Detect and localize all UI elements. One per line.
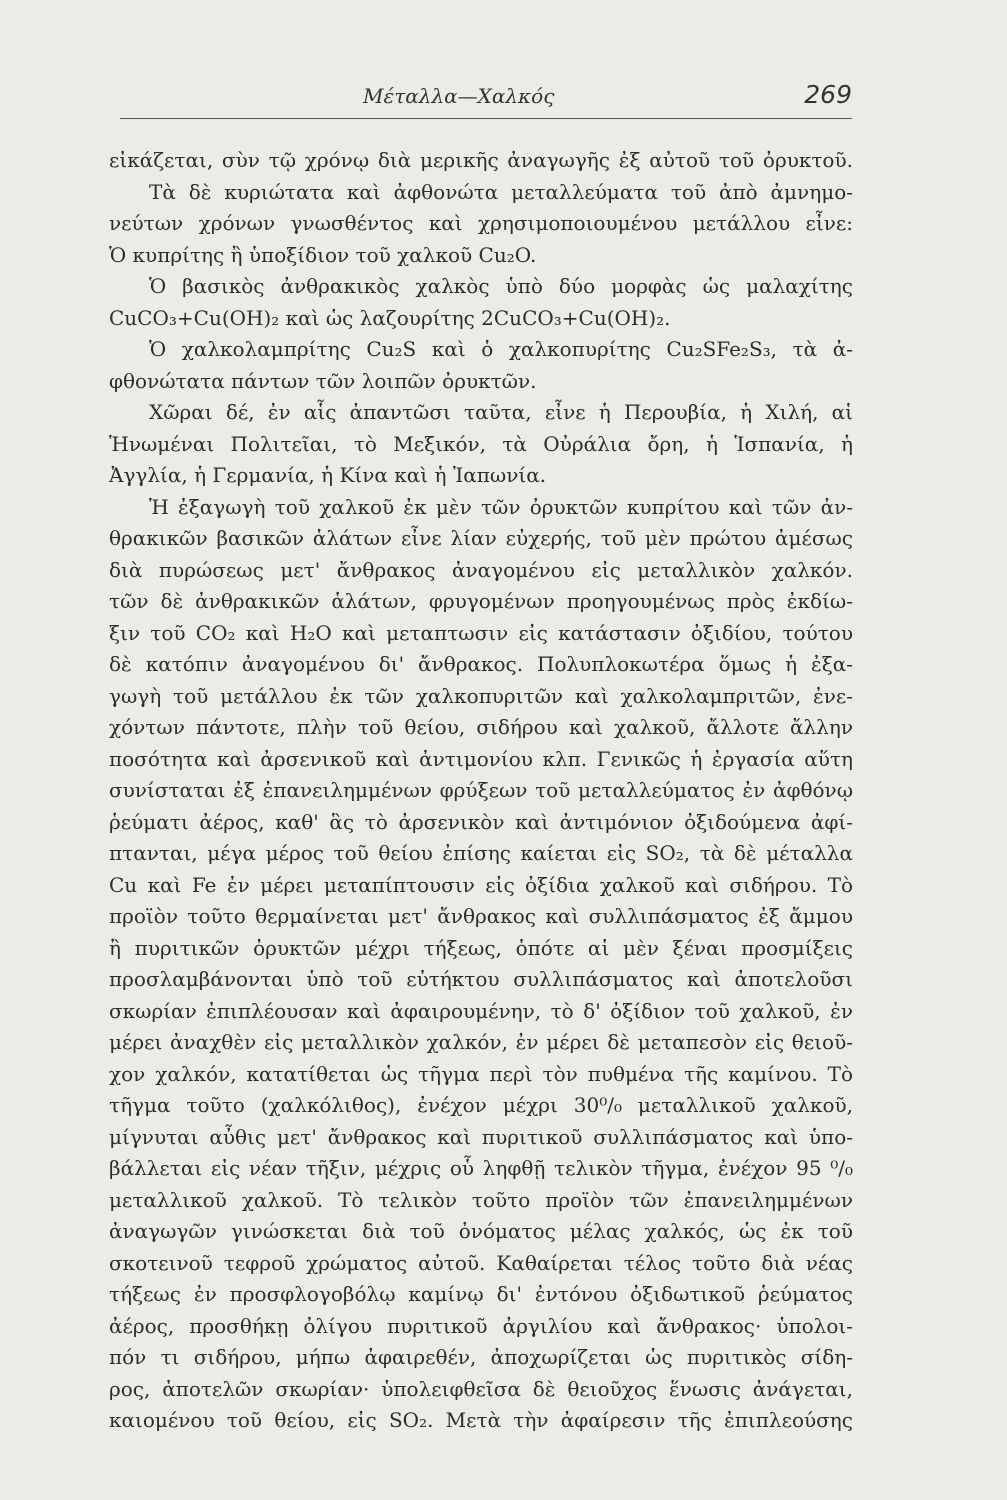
text-line: συνίσταται ἐξ ἐπανειλημμένων φρύξεων τοῦ μεταλλεύματος ἐν ἀφθόνῳ (109, 778, 853, 802)
header-rule (120, 118, 852, 119)
text-line: προϊὸν τοῦτο θερμαίνεται μετ' ἄνθρακος καὶ συλλιπάσματος ἐξ ἄμμου (109, 904, 853, 928)
text-line: σκωρίαν ἐπιπλέουσαν καὶ ἀφαιρουμένην, τὸ δ' ὀξίδιον τοῦ χαλκοῦ, ἐν (109, 998, 853, 1023)
text-line: φθονώτατα πάντων τῶν λοιπῶν ὀρυκτῶν. (109, 368, 537, 393)
page-header (120, 80, 852, 120)
text-line: Ἡ ἐξαγωγὴ τοῦ χαλκοῦ ἐκ μὲν τῶν ὀρυκτῶν κυπρίτου καὶ τῶν ἀν- (149, 494, 853, 519)
text-line: πτανται, μέγα μέρος τοῦ θείου ἐπίσης καίεται εἰς SO₂, τὰ δὲ μέταλλα (109, 841, 853, 865)
text-line: Ἀγγλία, ἡ Γερμανία, ἡ Κίνα καὶ ἡ Ἰαπωνία. (109, 463, 547, 487)
text-line: Ἡνωμέναι Πολιτεῖαι, τὸ Μεξικόν, τὰ Οὐράλια ὄρη, ἡ Ἱσπανία, ἡ (109, 431, 853, 456)
text-line: γωγὴ τοῦ μετάλλου ἐκ τῶν χαλκοπυριτῶν καὶ χαλκολαμπριτῶν, ἐνε- (109, 683, 853, 708)
text-line: Τὰ δὲ κυριώτατα καὶ ἀφθονώτα μεταλλεύματα τοῦ ἀπὸ ἀμνημο- (149, 179, 853, 204)
text-line: βάλλεται εἰς νέαν τῆξιν, μέχρις οὗ ληφθῇ τελικὸν τῆγμα, ἐνέχον 95 ⁰/₀ (109, 1156, 853, 1180)
body-text (109, 145, 853, 1437)
text-line: CuCO₃+Cu(OH)₂ καὶ ὡς λαζουρίτης 2CuCO₃+Cu(OH)₂. (109, 305, 671, 330)
text-line: τῆγμα τοῦτο (χαλκόλιθος), ἐνέχον μέχρι 30⁰/₀ μεταλλικοῦ χαλκοῦ, (109, 1093, 853, 1117)
text-line: σκοτεινοῦ τεφροῦ χρώματος αὐτοῦ. Καθαίρεται τέλος τοῦτο διὰ νέας (109, 1250, 853, 1275)
text-line: νεύτων χρόνων γνωσθέντος καὶ χρησιμοποιουμένου μετάλλου εἶνε: (109, 211, 853, 235)
text-line: ποσότητα καὶ ἀρσενικοῦ καὶ ἀντιμονίου κλπ. Γενικῶς ἡ ἐργασία αὕτη (109, 746, 853, 771)
text-line: ἀέρος, προσθήκῃ ὀλίγου πυριτικοῦ ἀργιλίου καὶ ἄνθρακος· ὑπολοι- (109, 1313, 853, 1338)
text-line: χον χαλκόν, κατατίθεται ὡς τῆγμα περὶ τὸν πυθμένα τῆς καμίνου. Τὸ (109, 1061, 853, 1086)
text-line: θρακικῶν βασικῶν ἁλάτων εἶνε λίαν εὐχερής, τοῦ μὲν πρώτου ἀμέσως (109, 526, 853, 550)
text-line: Ὁ βασικὸς ἀνθρακικὸς χαλκὸς ὑπὸ δύο μορφὰς ὡς μαλαχίτης (149, 274, 853, 298)
text-line: ξιν τοῦ CO₂ καὶ H₂O καὶ μεταπτωσιν εἰς κατάστασιν ὀξιδίου, τούτου (109, 620, 853, 645)
text-line: δὲ κατόπιν ἀναγομένου δι' ἄνθρακος. Πολυπλοκωτέρα ὅμως ἡ ἐξα- (109, 652, 853, 676)
text-line: Χῶραι δέ, ἐν αἷς ἀπαντῶσι ταῦτα, εἶνε ἡ Περουβία, ἡ Χιλή, αἱ (149, 400, 853, 424)
text-line: τῶν δὲ ἀνθρακικῶν ἁλάτων, φρυγομένων προηγουμένως πρὸς ἐκδίω- (109, 589, 853, 613)
text-line: μίγνυται αὖθις μετ' ἄνθρακος καὶ πυριτικοῦ συλλιπάσματος καὶ ὑπο- (109, 1124, 853, 1149)
running-title: Μέταλλα—Χαλκός (363, 84, 555, 108)
text-line: Ὁ χαλκολαμπρίτης Cu₂S καὶ ὁ χαλκοπυρίτης Cu₂SFe₂S₃, τὰ ἀ- (149, 337, 853, 361)
text-line: εἰκάζεται, σὺν τῷ χρόνῳ διὰ μερικῆς ἀναγωγῆς ἐξ αὐτοῦ τοῦ ὀρυκτοῦ. (109, 148, 853, 172)
text-line: ῥεύματι ἀέρος, καθ' ἃς τὸ ἀρσενικὸν καὶ ἀντιμόνιον ὀξιδούμενα ἀφί- (109, 809, 853, 834)
text-line: πόν τι σιδήρου, μήπω ἀφαιρεθέν, ἀποχωρίζεται ὡς πυριτικὸς σίδη- (109, 1345, 853, 1369)
text-line: διὰ πυρώσεως μετ' ἄνθρακος ἀναγομένου εἰς μεταλλικὸν χαλκόν. (109, 557, 853, 582)
text-line: προσλαμβάνονται ὑπὸ τοῦ εὐτήκτου συλλιπάσματος καὶ ἀποτελοῦσι (109, 967, 853, 991)
text-line: μέρει ἀναχθὲν εἰς μεταλλικὸν χαλκόν, ἐν μέρει δὲ μεταπεσὸν εἰς θειοῦ- (109, 1030, 853, 1054)
text-line: Ὁ κυπρίτης ἢ ὑποξίδιον τοῦ χαλκοῦ Cu₂O. (109, 242, 537, 267)
text-line: μεταλλικοῦ χαλκοῦ. Τὸ τελικὸν τοῦτο προϊὸν τῶν ἐπανειλημμένων (109, 1187, 853, 1212)
text-line: ἀναγωγῶν γινώσκεται διὰ τοῦ ὀνόματος μέλας χαλκός, ὡς ἐκ τοῦ (109, 1219, 853, 1243)
text-line: χόντων πάντοτε, πλὴν τοῦ θείου, σιδήρου καὶ χαλκοῦ, ἄλλοτε ἄλλην (109, 715, 853, 739)
text-line: ρος, ἀποτελῶν σκωρίαν· ὑπολειφθεῖσα δὲ θειοῦχος ἕνωσις ἀνάγεται, (109, 1376, 853, 1401)
text-line: ἢ πυριτικῶν ὀρυκτῶν μέχρι τήξεως, ὁπότε αἱ μὲν ξέναι προσμίξεις (109, 935, 853, 960)
text-line: τήξεως ἐν προσφλογοβόλῳ καμίνῳ δι' ἐντόνου ὀξιδωτικοῦ ῥεύματος (109, 1282, 853, 1306)
text-line: Cu καὶ Fe ἐν μέρει μεταπίπτουσιν εἰς ὀξίδια χαλκοῦ καὶ σιδήρου. Τὸ (109, 872, 853, 897)
text-line: καιομένου τοῦ θείου, εἰς SO₂. Μετὰ τὴν ἀφαίρεσιν τῆς ἐπιπλεούσης (109, 1408, 853, 1432)
page-number: 269 (804, 80, 852, 109)
